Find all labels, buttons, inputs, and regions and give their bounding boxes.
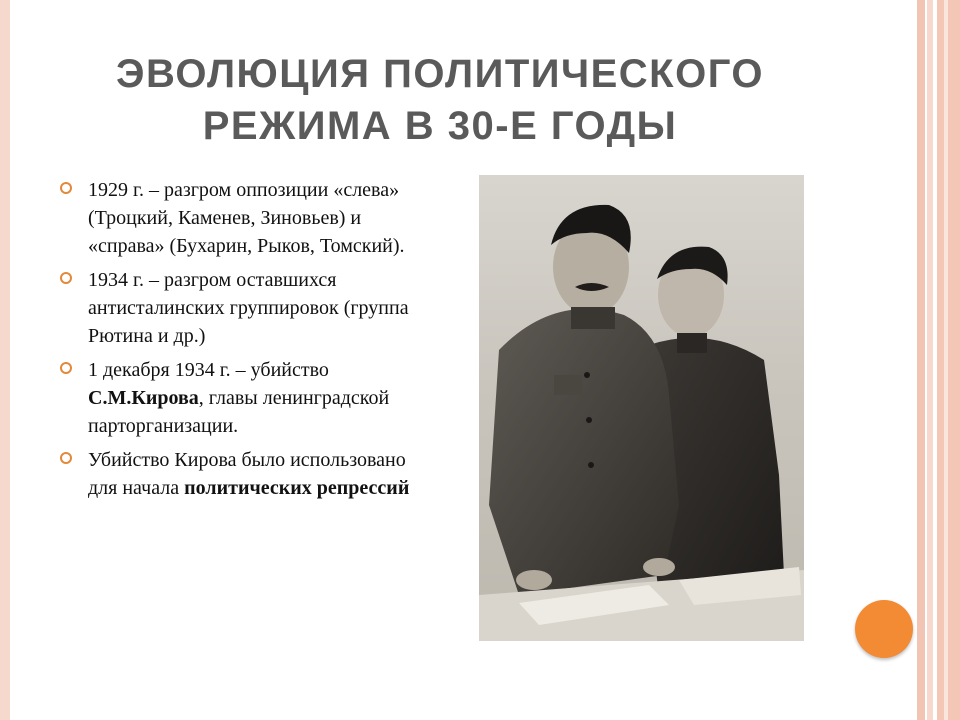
bullet-list xyxy=(60,176,430,508)
bullet-item xyxy=(60,176,430,260)
ring-bullet-icon xyxy=(60,182,72,194)
bullet-item xyxy=(60,446,430,502)
bullet-text: 1929 г. – разгром оппозиции «слева» (Троцкий, Каменев, Зиновьев) и «справа» (Бухарин, Рыков, Томский). xyxy=(88,179,405,257)
slide-frame-right-stripe xyxy=(944,0,948,720)
bullet-text: 1934 г. – разгром оставшихся антисталинских группировок (группа Рютина и др.) xyxy=(88,269,409,347)
ring-bullet-icon xyxy=(60,452,72,464)
bullet-text: 1 декабря 1934 г. – убийство xyxy=(88,359,329,381)
photo-illustration xyxy=(479,175,804,641)
slide-frame-right-stripe xyxy=(927,0,933,720)
bullet-item xyxy=(60,356,430,440)
ring-bullet-icon xyxy=(60,362,72,374)
slide-title-line-1: ЭВОЛЮЦИЯ ПОЛИТИЧЕСКОГО xyxy=(116,52,764,96)
historical-photo xyxy=(479,175,804,641)
bullet-text: , главы ленинградской парторганизации. xyxy=(88,387,390,437)
slide-title xyxy=(40,48,840,152)
bullet-bold-text: С.М.Кирова xyxy=(88,387,199,409)
slide-title-line-2: РЕЖИМА В 30-Е ГОДЫ xyxy=(202,104,678,148)
bullet-text: Убийство Кирова было использовано для начала xyxy=(88,449,406,499)
slide-frame-left xyxy=(0,0,10,720)
orange-circle-icon xyxy=(855,600,913,658)
bullet-bold-text: политических репрессий xyxy=(184,477,410,499)
bullet-item xyxy=(60,266,430,350)
ring-bullet-icon xyxy=(60,272,72,284)
slide-frame-right-stripe xyxy=(937,0,960,720)
slide-frame-right-stripe xyxy=(917,0,925,720)
